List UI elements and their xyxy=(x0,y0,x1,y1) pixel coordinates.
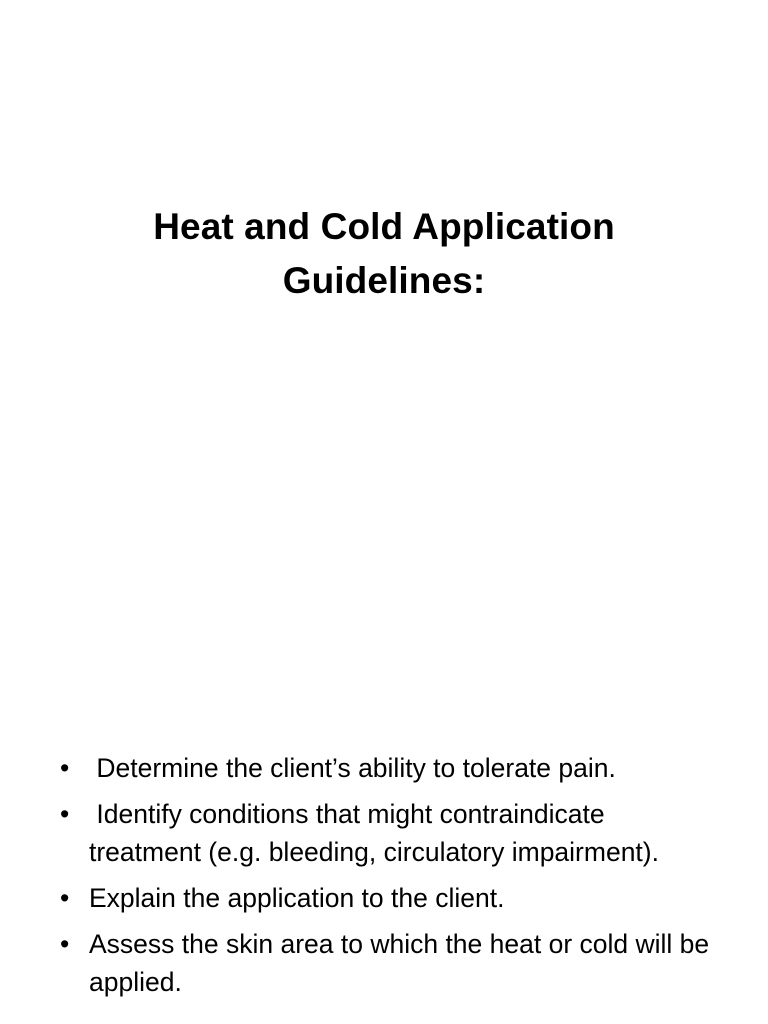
bullet-item xyxy=(60,925,720,1001)
bullet-dot-icon: • xyxy=(60,883,70,913)
bullet-dot-icon: • xyxy=(60,799,70,829)
bullet-dot-icon: • xyxy=(60,929,70,959)
bullet-item xyxy=(60,879,720,917)
bullet-text: Determine the client’s ability to tolerate pain. xyxy=(89,753,616,783)
bullet-text: Identify conditions that might contraindicate treatment (e.g. bleeding, circulatory impairment). xyxy=(89,799,659,867)
slide-title-line-2: Guidelines: xyxy=(282,260,486,301)
bullet-item xyxy=(60,795,720,871)
bullet-list xyxy=(60,749,720,1009)
bullet-item xyxy=(60,749,720,787)
slide-title xyxy=(60,200,708,308)
slide-title-line-1: Heat and Cold Application xyxy=(153,206,615,247)
bullet-text: Explain the application to the client. xyxy=(89,883,505,913)
bullet-dot-icon: • xyxy=(60,753,70,783)
bullet-text: Assess the skin area to which the heat or cold will be applied. xyxy=(89,929,710,997)
